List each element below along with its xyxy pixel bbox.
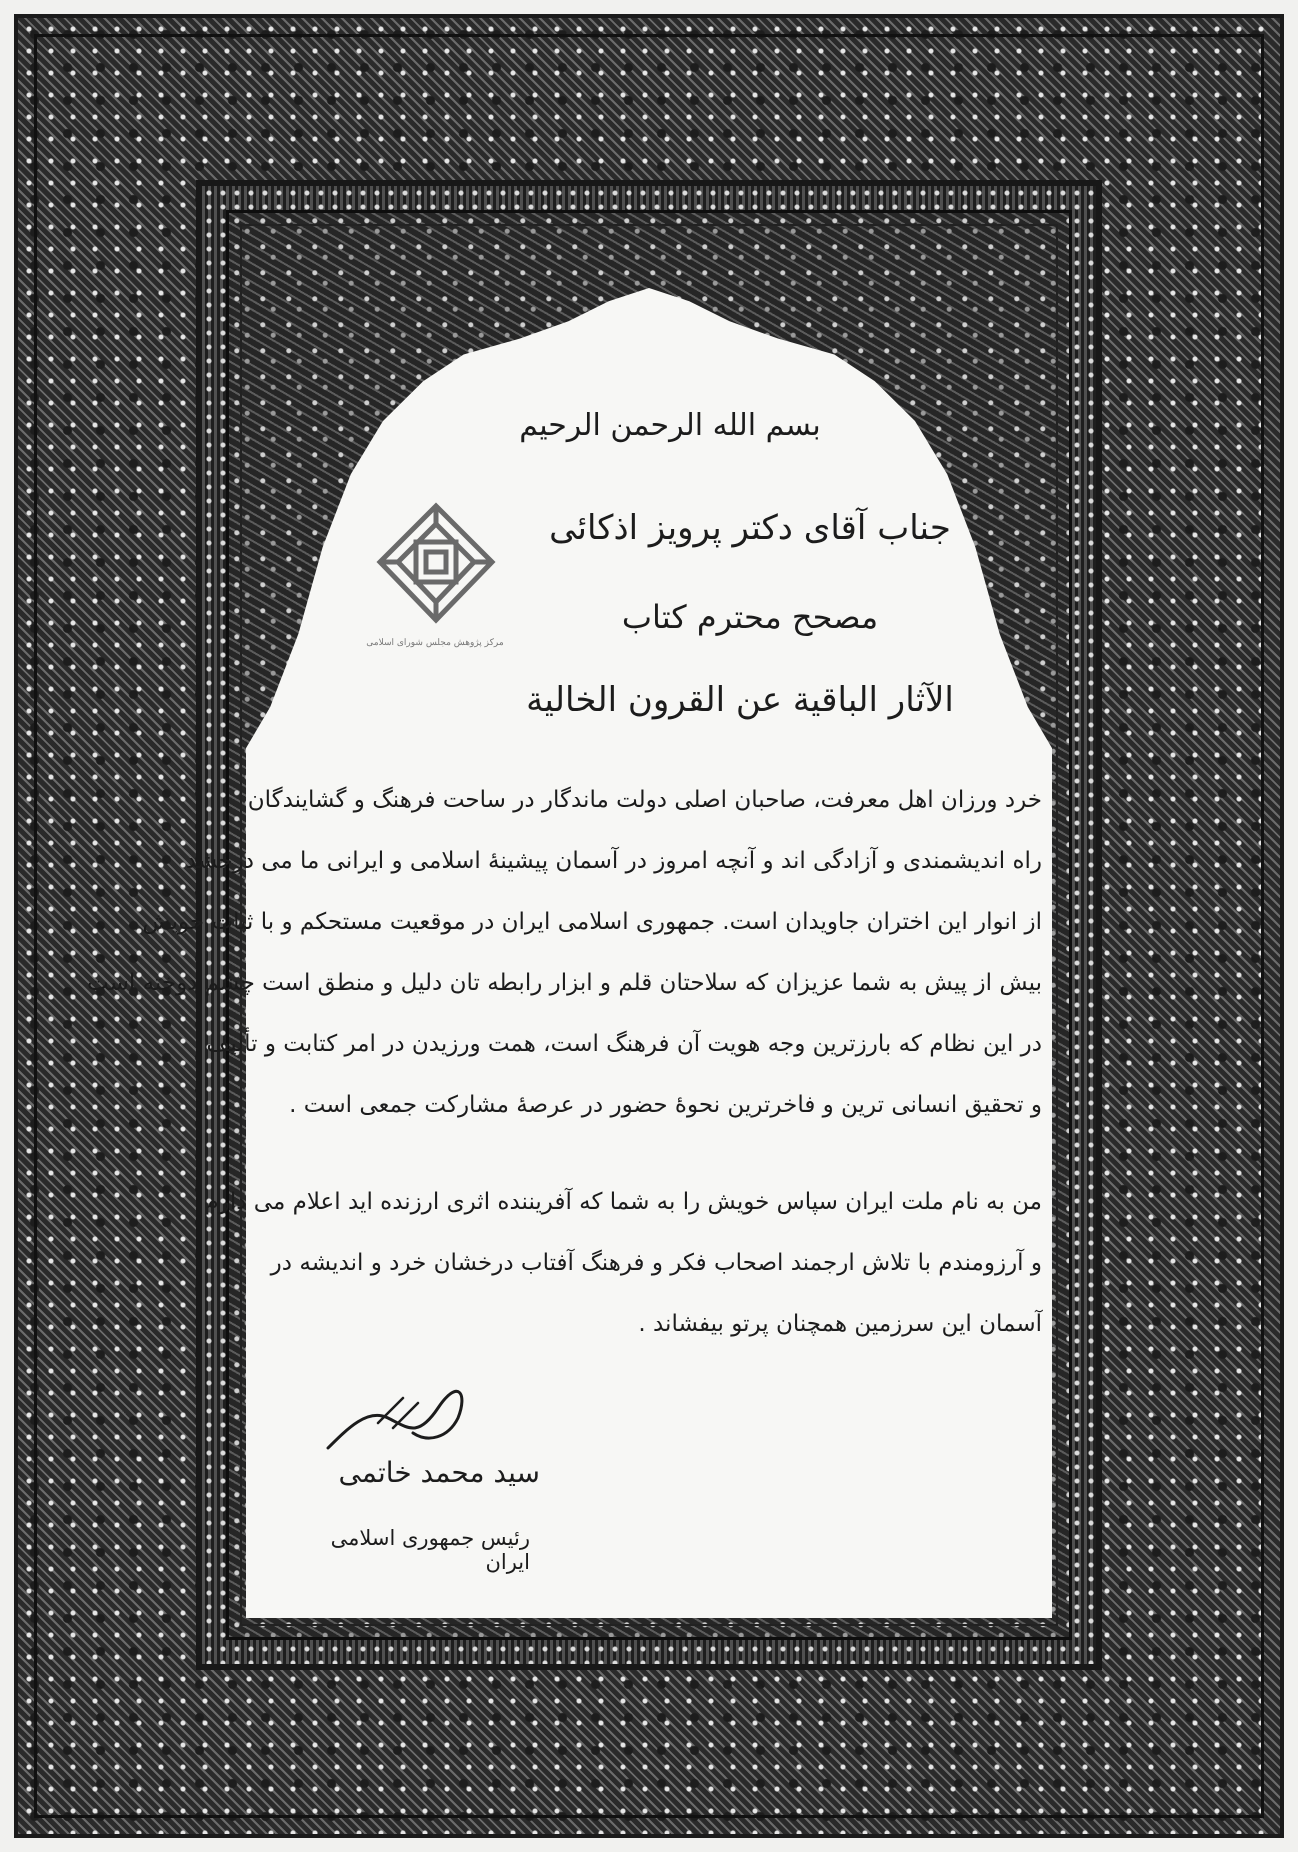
body-line: من به نام ملت ایران سپاس خویش را به شما که آفریننده اثری ارزنده اید اعلام می دارم <box>204 1189 1042 1215</box>
handwritten-signature-icon <box>318 1388 478 1458</box>
body-line: آسمان این سرزمین همچنان پرتو بیفشاند . <box>638 1311 1042 1337</box>
body-line: از انوار این اختران جاویدان است. جمهوری اسلامی ایران در موقعیت مستحکم و با ثبات خویش <box>142 909 1042 935</box>
body-line: در این نظام که بارزترین وجه هویت آن فرهنگ است، همت ورزیدن در امر کتابت و تألیف <box>206 1031 1042 1057</box>
body-line: بیش از پیش به شما عزیزان که سلاحتان قلم و ابزار رابطه تان دلیل و منطق است چشم دوخته است <box>87 970 1042 996</box>
basmala: بسم الله الرحمن الرحیم <box>519 408 821 443</box>
book-title: الآثار الباقیة عن القرون الخالیة <box>526 680 954 720</box>
addressee: جناب آقای دکتر پرویز اذکائی <box>549 508 951 548</box>
letter-body <box>87 780 1042 1365</box>
square-kufic-emblem-icon <box>372 498 500 628</box>
signer-title: رئیس جمهوری اسلامی ایران <box>330 1526 530 1574</box>
body-line: راه اندیشمندی و آزادگی اند و آنچه امروز در آسمان پیشینهٔ اسلامی و ایرانی ما می درخشد <box>185 848 1042 874</box>
body-line: و آرزومندم با تلاش ارجمند اصحاب فکر و فرهنگ آفتاب درخشان خرد و اندیشه در <box>270 1250 1042 1276</box>
addressee-role: مصحح محترم کتاب <box>621 598 879 636</box>
body-line: و تحقیق انسانی ترین و فاخرترین نحوهٔ حضور در عرصهٔ مشارکت جمعی است . <box>289 1092 1042 1118</box>
seal-caption: مرکز پژوهش مجلس شورای اسلامی <box>366 638 504 648</box>
signer-name: سید محمد خاتمی <box>338 1456 540 1489</box>
body-line: خرد ورزان اهل معرفت، صاحبان اصلی دولت ماندگار در ساحت فرهنگ و گشایندگان <box>247 787 1042 813</box>
